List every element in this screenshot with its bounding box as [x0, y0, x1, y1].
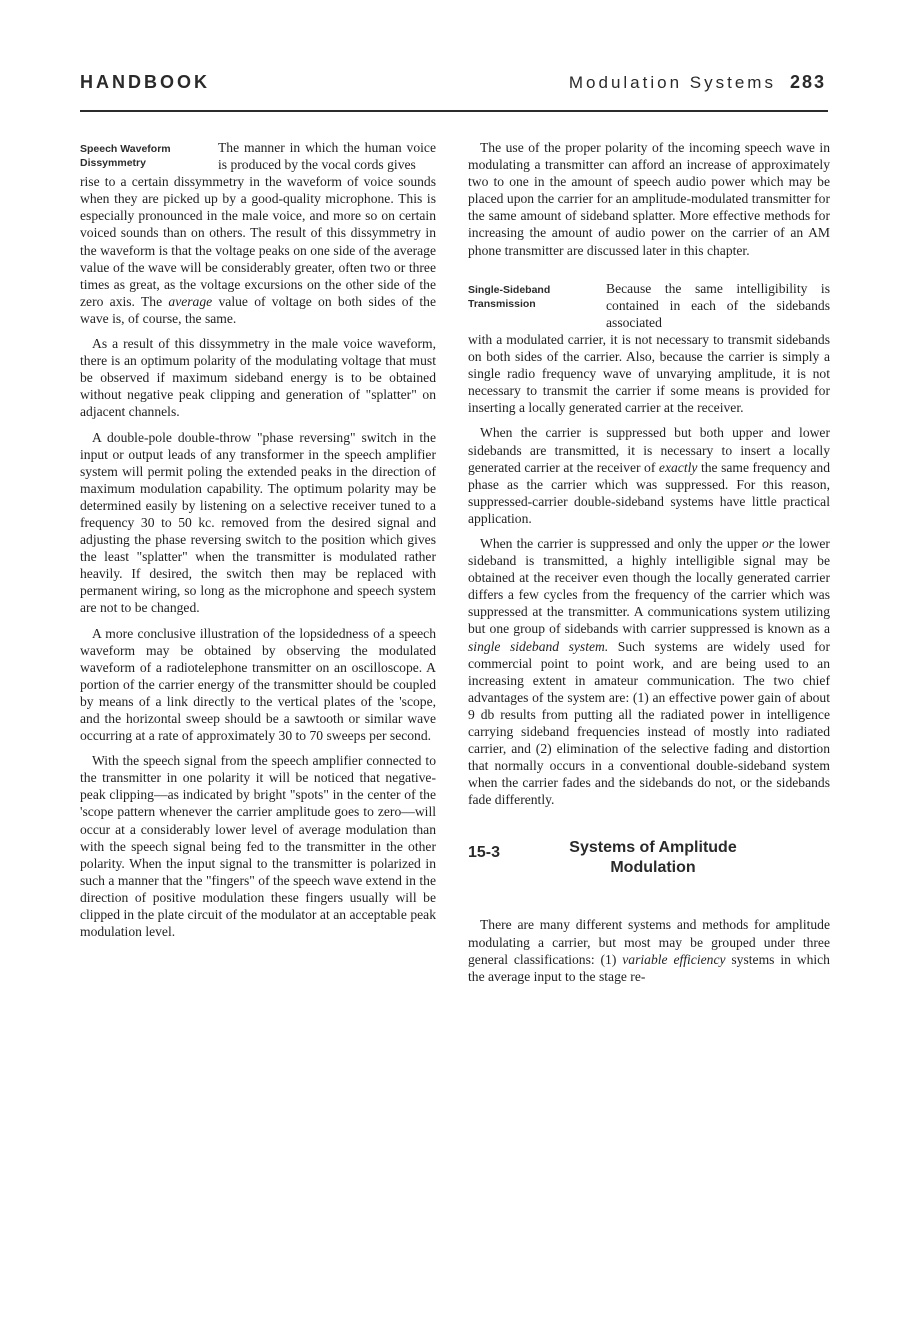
- right-column: [468, 139, 830, 985]
- sidehead-line-1: Single-Sideband: [468, 283, 551, 296]
- paragraph: [80, 173, 436, 327]
- running-head-section: [569, 72, 826, 93]
- paragraph: [468, 535, 830, 809]
- paragraph: With the speech signal from the speech amplifier connected to the transmitter in one polarity it will be noticed that negative-peak clipping—as indicated by bright "spots" in the center of the 'scope pattern whenever the carrier amplitude goes to zero—will occur at a considerably lower level of average modulation than with the speech signal being fed to the transmitter in the other polarity. When the input signal to the transmitter is polarized in such a manner that the "fingers" of the speech wave extend in the direction of positive modulation these fingers usually will be clipped in the plate circuit of the modulator at an acceptable peak modulation level.: [80, 753, 436, 940]
- paragraph: with a modulated carrier, it is not necessary to transmit sidebands on both sides of the carrier. Also, because the carrier is simply a single radio frequency wave of unvarying amplitude, it is not necessary to transmit the carrier if some means is provided for inserting a locally generated carrier at the receiver.: [468, 331, 830, 416]
- section-title: [558, 838, 748, 878]
- paragraph-text: the same frequency and phase as the carrier which was suppressed. For this reason, suppressed-carrier double-sideband systems have little practical application.: [468, 459, 831, 526]
- paragraph: A more conclusive illustration of the lopsidedness of a speech waveform may be obtained by observing the modulated waveform of a radiotelephone transmitter on an oscilloscope. A portion of the carrier energy of the transmitter should be coupled by means of a link directly to the vertical plates of the 'scope, and the horizontal sweep should be a sawtooth or similar wave occurring at a rate of approximately 30 to 70 sweeps per second.: [80, 625, 436, 744]
- paragraph-text: the lower sideband is transmitted, a highly intelligible signal may be obtained at the receiver even though the locally generated carrier differs a few cycles from the frequency of the carrier which was suppressed at the transmitter. A communications system utilizing but one group of sidebands with carrier suppressed is known as a: [468, 535, 830, 637]
- sidehead: [468, 280, 606, 331]
- section-title-line-2: Modulation: [610, 859, 696, 877]
- sidehead-line-2: Dissymmetry: [80, 157, 146, 169]
- sidehead: [80, 139, 218, 173]
- paragraph-text: value of voltage on both sides of the wave is, of course, the same.: [80, 293, 437, 326]
- emphasis: or: [762, 535, 775, 551]
- sidehead-line-1: Speech Waveform: [80, 143, 171, 155]
- header-rule: [80, 110, 828, 112]
- paragraph-text: There are many different systems and methods for amplitude modulating a carrier, but most may be grouped under three general classifications: (1): [468, 917, 830, 967]
- sidehead-block-single-sideband: [468, 280, 830, 331]
- paragraph: [468, 916, 830, 984]
- left-column: [80, 139, 436, 940]
- paragraph-text: When the carrier is suppressed but both upper and lower sidebands are transmitted, it is necessary to insert a locally generated carrier at the receiver of: [468, 425, 830, 475]
- emphasis: exactly: [658, 459, 698, 475]
- sidehead-intro-text: The manner in which the human voice is produced by the vocal cords gives: [218, 140, 436, 173]
- paragraph-text: When the carrier is suppressed and only the upper: [480, 535, 758, 551]
- paragraph-text: systems in which the average input to the stage re-: [468, 951, 830, 984]
- paragraph: As a result of this dissymmetry in the male voice waveform, there is an optimum polarity of the modulating voltage that must be observed if maximum sideband energy is to be obtained without negative peak clipping and generation of "splatter" on adjacent channels.: [80, 336, 436, 420]
- emphasis: single sideband system.: [468, 638, 609, 654]
- section-title-line-1: Systems of Amplitude: [569, 839, 737, 857]
- emphasis: variable efficiency: [622, 951, 726, 967]
- paragraph: [468, 424, 830, 527]
- page-number: 283: [789, 72, 826, 92]
- sidehead-block-speech-waveform: [80, 139, 436, 173]
- sidehead-line-2: Transmission: [468, 297, 536, 310]
- section-heading: [468, 838, 830, 878]
- paragraph-text: rise to a certain dissymmetry in the waveform of voice sounds when they are picked up by a good-quality microphone. This is especially pronounced in the male voice, and more so on certain voiced sounds than on others. The result of this dissymmetry in the waveform is that the voltage peaks on one side of the average value of the wave will be considerably greater, often two or three times as great, as the voltage excursions on the other side of the zero axis. The: [80, 174, 436, 309]
- running-head-title: HANDBOOK: [80, 72, 210, 92]
- paragraph: A double-pole double-throw "phase reversing" switch in the input or output leads of any transformer in the speech amplifier system will permit poling the extended peaks in the direction of maximum modulation capability. The optimum polarity may be determined easily by listening on a selective receiver tuned to a frequency 30 to 50 kc. removed from the desired signal and adjusting the phase reversing switch to the position which gives the least "splatter" when the transmitter is modulated rather heavily. If desired, the switch then may be replaced with permanent wiring, so long as the microphone and speech system are not to be changed.: [80, 429, 436, 616]
- paragraph: The use of the proper polarity of the incoming speech wave in modulating a transmitter can afford an increase of approximately two to one in the amount of speech audio power which may be placed upon the carrier for an amplitude-modulated transmitter for the same amount of sideband splatter. More effective methods for increasing the amount of audio power on the carrier of an AM phone transmitter are discussed later in this chapter.: [468, 140, 830, 258]
- emphasis: average: [168, 293, 213, 309]
- section-number: 15-3: [468, 844, 501, 862]
- sidehead-intro-text: Because the same intelligibility is contained in each of the sidebands associated: [606, 280, 830, 330]
- paragraph-text: Such systems are widely used for commercial point to point work, and are being used to an increasing extent in amateur communication. The two chief advantages of the system are: (1) an effective power gain of about 9 db results from putting all the radiated power in intelligence carrying sideband frequencies instead of mostly into radiated carrier, and (2) elimination of the selective fading and distortion that normally occurs in a conventional double-sideband system when the carrier fades and the sidebands do not, or the sidebands fade differently.: [468, 638, 830, 808]
- section-name: Modulation Systems: [568, 73, 776, 92]
